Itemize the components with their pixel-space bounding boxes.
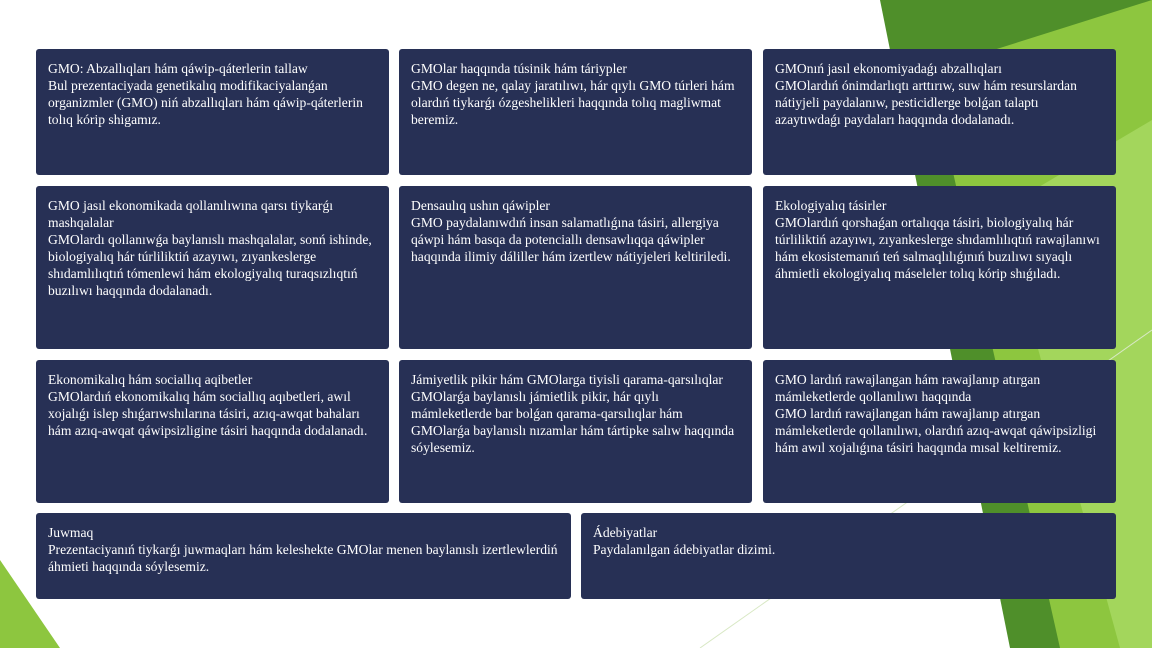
- card-body: Bul prezentaciyada genetikalıq modifikaciyalanǵan organizmler (GMO) niń abzallıqları hám qáwip-qáterlerin tolıq kórip shigamız.: [48, 78, 363, 127]
- card-gmo-in-countries: [763, 360, 1116, 503]
- card-body: GMO lardıń rawajlangan hám rawajlanıp atırgan mámleketlerde qollanılıwı, olardıń azıq-awqat qáwipsizligi hám awıl xojalıǵına tásiri haqqında mısal keltiremiz.: [775, 406, 1097, 455]
- card-gmo-green-economy-benefits: [763, 49, 1116, 175]
- card-gmo-problems: [36, 186, 389, 349]
- card-title: GMO: Abzallıqları hám qáwip-qáterlerin tallaw: [48, 61, 308, 76]
- card-title: Juwmaq: [48, 525, 94, 540]
- card-title: GMOnıń jasıl ekonomiyadaǵı abzallıqları: [775, 61, 1002, 76]
- card-body: GMOlardıń ekonomikalıq hám sociallıq aqıbetleri, awıl xojalıǵı islep shıǵarıwshılarına tásiri, azıq-awqat bahaları hám azıq-awqat qáwipsizligine tásiri haqqında dodalanadı.: [48, 389, 368, 438]
- card-title: Ekonomikalıq hám sociallıq aqibetler: [48, 372, 253, 387]
- card-title: Densaulıq ushın qáwipler: [411, 198, 550, 213]
- card-body: Paydalanılgan ádebiyatlar dizimi.: [593, 542, 776, 557]
- card-body: GMOlardı qollanıwǵa baylanıslı mashqalalar, sonń ishinde, biologiyalıq hár túrliliktiń azayıwı, zıyankeslerge shıdamlılıqtıń tómenlewi hám ekologiyalıq turaqsızlıqtıń buzılıwı haqqında dodalanadı.: [48, 232, 372, 298]
- card-ecological-impacts: [763, 186, 1116, 349]
- card-body: GMOlardıń qorshaǵan ortalıqqa tásiri, biologiyalıq hár túrliliktiń azayıwı, zıyankeslerge shıdamlılıqtıń rawajlanıwı hám ekosistemanıń teń salmaqlılıǵınıń buzılıwı sıyaqlı áhmietli ekologiyalıq máseleler tolıq kórip shıǵıladı.: [775, 215, 1100, 281]
- card-body: GMOlarǵa baylanıslı jámietlik pikir, hár qıylı mámleketlerde bar bolǵan qarama-qarsılıqlar hám GMOlarǵa baylanıslı nızamlar hám tártipke salıw haqqında sóylesemiz.: [411, 389, 735, 455]
- card-title: GMO lardıń rawajlangan hám rawajlanıp atırgan mámleketlerde qollanılıwı haqqında: [775, 372, 1041, 404]
- card-economic-social-consequences: [36, 360, 389, 503]
- card-title: Ádebiyatlar: [593, 525, 658, 540]
- card-gmo-overview: [36, 49, 389, 175]
- card-title: Jámiyetlik pikir hám GMOlarga tiyisli qarama-qarsılıqlar: [411, 372, 723, 387]
- card-conclusion: [36, 513, 571, 599]
- card-body: Prezentaciyanıń tiykarǵı juwmaqları hám keleshekte GMOlar menen baylanıslı izertlewlerdiń áhmieti haqqında sóylesemiz.: [48, 542, 558, 574]
- card-body: GMO degen ne, qalay jaratılıwı, hár qıylı GMO túrleri hám olardıń tiykarǵı ózgeshelikleri haqqında tolıq magliwmat beremiz.: [411, 78, 735, 127]
- card-gmo-definitions: [399, 49, 752, 175]
- card-health-risks: [399, 186, 752, 349]
- card-public-opinion: [399, 360, 752, 503]
- card-body: GMO paydalanıwdıń insan salamatlıǵına tásiri, allergiya qáwpi hám basqa da potenciallı densawlıqqa qáwipler haqqında ilimiy dáliller hám izertlew nátiyjeleri keltiriledi.: [411, 215, 731, 264]
- card-body: GMOlardıń ónimdarlıqtı arttırıw, suw hám resurslardan nátiyjeli paydalanıw, pesticidlerge bolǵan talaptı azaytıwdaǵı paydaları haqqında dodalanadı.: [775, 78, 1077, 127]
- card-references: [581, 513, 1116, 599]
- card-title: GMOlar haqqında túsinik hám táriypler: [411, 61, 627, 76]
- card-title: Ekologiyalıq tásirler: [775, 198, 887, 213]
- card-title: GMO jasıl ekonomikada qollanılıwına qarsı tiykarǵı mashqalalar: [48, 198, 334, 230]
